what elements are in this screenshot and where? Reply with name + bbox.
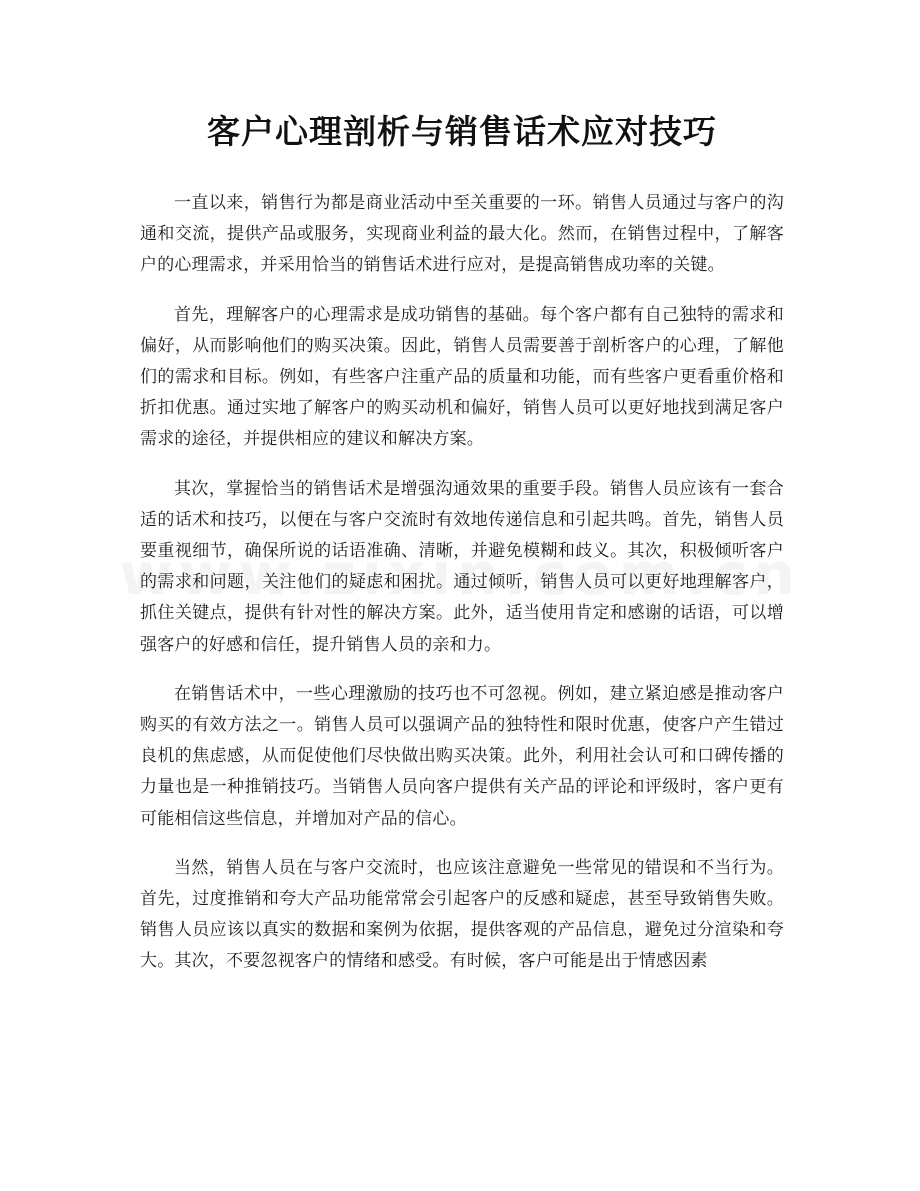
paragraph-3: 其次，掌握恰当的销售话术是增强沟通效果的重要手段。销售人员应该有一套合适的话术和技巧，以便在与客户交流时有效地传递信息和引起共鸣。首先，销售人员要重视细节，确保所说的话语准确、清晰，并避免模糊和歧义。其次，积极倾听客户的需求和问题，关注他们的疑虑和困扰。通过倾听，销售人员可以更好地理解客户，抓住关键点，提供有针对性的解决方案。此外，适当使用肯定和感谢的话语，可以增强客户的好感和信任，提升销售人员的亲和力。 (140, 478, 784, 655)
paragraph-5: 当然，销售人员在与客户交流时，也应该注意避免一些常见的错误和不当行为。首先，过度推销和夸大产品功能常常会引起客户的反感和疑虑，甚至导致销售失败。销售人员应该以真实的数据和案例为依据，提供客观的产品信息，避免过分渲染和夸大。其次，不要忽视客户的情绪和感受。有时候，客户可能是出于情感因素 (140, 857, 784, 972)
document-title: 客户心理剖析与销售话术应对技巧 (207, 112, 717, 151)
paragraph-1: 一直以来，销售行为都是商业活动中至关重要的一环。销售人员通过与客户的沟通和交流，提供产品或服务，实现商业利益的最大化。然而，在销售过程中，了解客户的心理需求，并采用恰当的销售话术进行应对，是提高销售成功率的关键。 (140, 193, 784, 276)
document-body (140, 188, 784, 978)
paragraph-2: 首先，理解客户的心理需求是成功销售的基础。每个客户都有自己独特的需求和偏好，从而影响他们的购买决策。因此，销售人员需要善于剖析客户的心理，了解他们的需求和目标。例如，有些客户注重产品的质量和功能，而有些客户更看重价格和折扣优惠。通过实地了解客户的购买动机和偏好，销售人员可以更好地找到满足客户需求的途径，并提供相应的建议和解决方案。 (140, 304, 784, 450)
paragraph-4: 在销售话术中，一些心理激励的技巧也不可忽视。例如，建立紧迫感是推动客户购买的有效方法之一。销售人员可以强调产品的独特性和限时优惠，使客户产生错过良机的焦虑感，从而促使他们尽快做出购买决策。此外，利用社会认可和口碑传播的力量也是一种推销技巧。当销售人员向客户提供有关产品的评论和评级时，客户更有可能相信这些信息，并增加对产品的信心。 (140, 683, 784, 829)
